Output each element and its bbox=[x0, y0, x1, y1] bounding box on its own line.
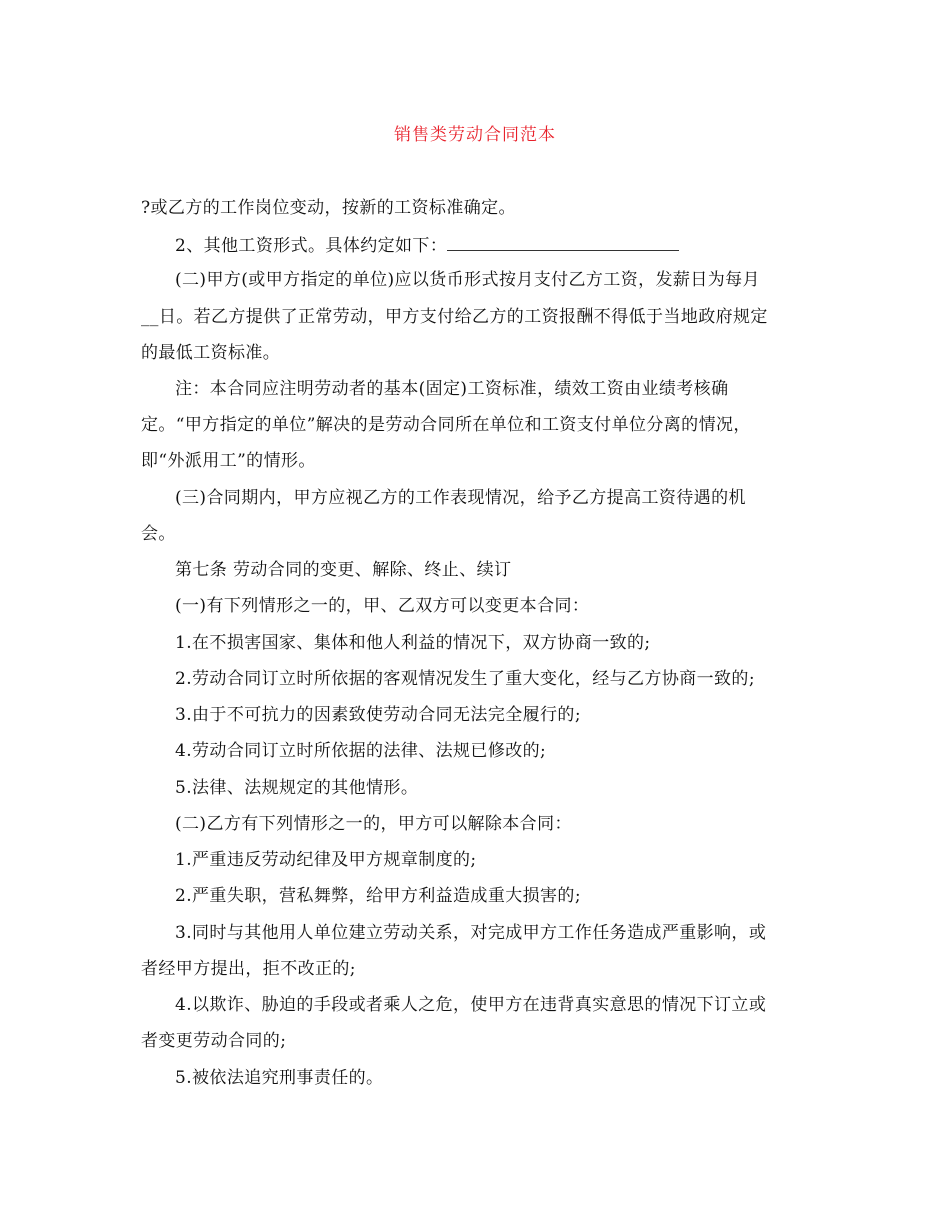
list-item: 4.劳动合同订立时所依据的法律、法规已修改的; bbox=[175, 741, 547, 761]
list-item-continued: 者变更劳动合同的; bbox=[141, 1031, 287, 1051]
list-item: 3.同时与其他用人单位建立劳动关系，对完成甲方工作任务造成严重影响，或 bbox=[175, 923, 767, 943]
list-item: 5.被依法追究刑事责任的。 bbox=[175, 1068, 384, 1088]
list-item: 3.由于不可抗力的因素致使劳动合同无法完全履行的; bbox=[175, 705, 581, 725]
note-line: 定。“甲方指定的单位”解决的是劳动合同所在单位和工资支付单位分离的情况， bbox=[141, 415, 751, 435]
day-blank: __ bbox=[141, 307, 159, 327]
list-item: 1.在不损害国家、集体和他人利益的情况下，双方协商一致的; bbox=[175, 633, 651, 653]
note-line: 注：本合同应注明劳动者的基本(固定)工资标准，绩效工资由业绩考核确 bbox=[175, 379, 729, 399]
paragraph-line: 的最低工资标准。 bbox=[141, 343, 281, 363]
paragraph-line: (一)有下列情形之一的，甲、乙双方可以变更本合同： bbox=[175, 596, 590, 616]
paragraph-line bbox=[175, 232, 679, 258]
list-item-continued: 者经甲方提出，拒不改正的; bbox=[141, 959, 356, 979]
fill-in-blank bbox=[447, 232, 679, 251]
paragraph-line: 会。 bbox=[141, 524, 176, 544]
line-text: 2、其他工资形式。具体约定如下： bbox=[175, 236, 448, 256]
line-text: 日。若乙方提供了正常劳动，甲方支付给乙方的工资报酬不得低于当地政府规定 bbox=[158, 307, 768, 327]
paragraph-line bbox=[141, 305, 768, 329]
list-item: 4.以欺诈、胁迫的手段或者乘人之危，使甲方在违背真实意思的情况下订立或 bbox=[175, 995, 767, 1015]
page-title: 销售类劳动合同范本 bbox=[394, 125, 556, 145]
paragraph-line: (三)合同期内，甲方应视乙方的工作表现情况，给予乙方提高工资待遇的机 bbox=[175, 488, 746, 508]
list-item: 1.严重违反劳动纪律及甲方规章制度的; bbox=[175, 850, 477, 870]
paragraph-line: (二)乙方有下列情形之一的，甲方可以解除本合同： bbox=[175, 814, 572, 834]
list-item: 2.严重失职，营私舞弊，给甲方利益造成重大损害的; bbox=[175, 886, 581, 906]
note-line: 即“外派用工”的情形。 bbox=[141, 451, 316, 471]
paragraph-line: ?或乙方的工作岗位变动，按新的工资标准确定。 bbox=[141, 198, 516, 218]
paragraph-line: (二)甲方(或甲方指定的单位)应以货币形式按月支付乙方工资，发薪日为每月 bbox=[175, 270, 760, 290]
list-item: 5.法律、法规规定的其他情形。 bbox=[175, 778, 419, 798]
section-heading: 第七条 劳动合同的变更、解除、终止、续订 bbox=[175, 560, 512, 580]
list-item: 2.劳动合同订立时所依据的客观情况发生了重大变化，经与乙方协商一致的; bbox=[175, 669, 755, 689]
